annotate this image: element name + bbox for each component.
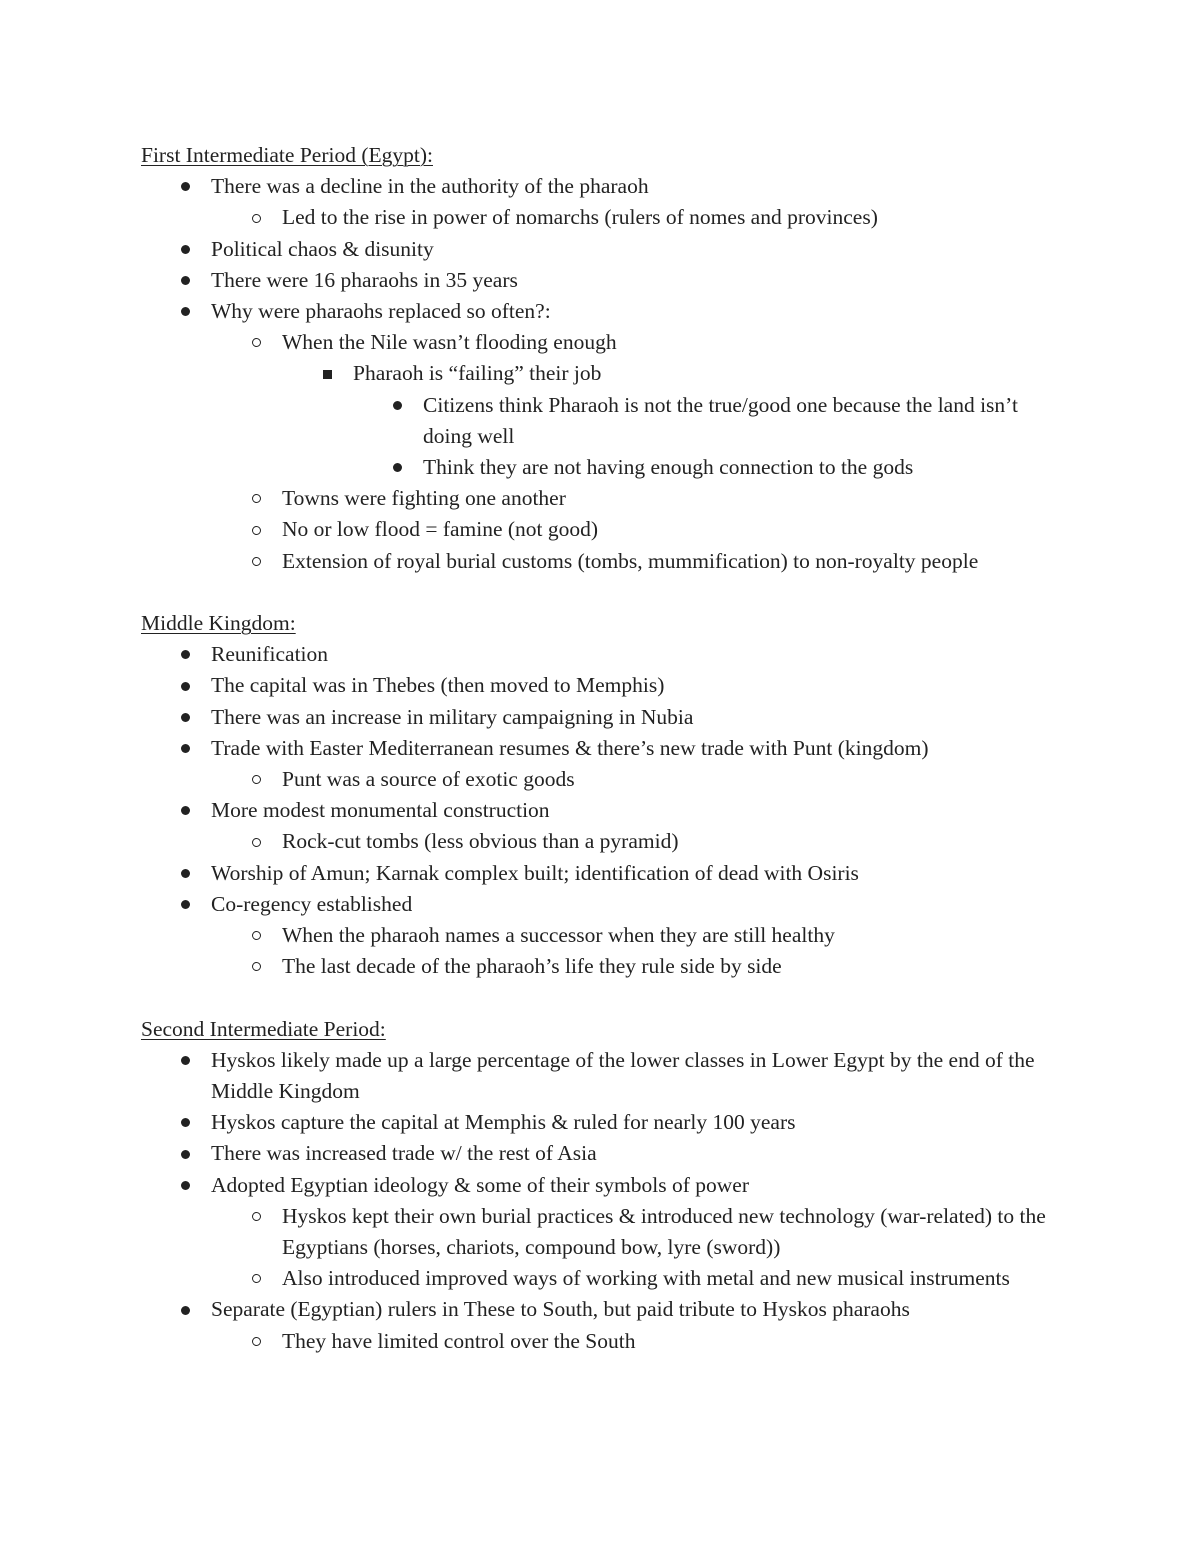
hollow-bullet-icon	[246, 920, 266, 951]
filled-bullet-icon	[175, 1294, 195, 1325]
list-item: Political chaos & disunity	[141, 234, 1071, 265]
list-item: When the pharaoh names a successor when they are still healthy	[141, 920, 1071, 951]
bullet-list	[141, 1045, 1071, 1357]
hollow-bullet-icon	[246, 951, 266, 982]
list-item: Pharaoh is “failing” their job	[141, 358, 1071, 389]
list-item: There was increased trade w/ the rest of Asia	[141, 1138, 1071, 1169]
list-item: There was an increase in military campaigning in Nubia	[141, 702, 1071, 733]
bullet-list	[141, 171, 1071, 577]
filled-bullet-icon	[175, 1045, 195, 1076]
section-first-intermediate-period	[141, 140, 1071, 577]
list-item: Hyskos kept their own burial practices & introduced new technology (war-related) to the Egyptians (horses, chariots, compound bow, lyre (sword))	[141, 1201, 1071, 1263]
list-item: There were 16 pharaohs in 35 years	[141, 265, 1071, 296]
hollow-bullet-icon	[246, 202, 266, 233]
list-item: Trade with Easter Mediterranean resumes & there’s new trade with Punt (kingdom)	[141, 733, 1071, 764]
hollow-bullet-icon	[246, 826, 266, 857]
hollow-bullet-icon	[246, 1326, 266, 1357]
hollow-bullet-icon	[246, 764, 266, 795]
list-item: The capital was in Thebes (then moved to Memphis)	[141, 670, 1071, 701]
list-item: Separate (Egyptian) rulers in These to South, but paid tribute to Hyskos pharaohs	[141, 1294, 1071, 1325]
hollow-bullet-icon	[246, 483, 266, 514]
list-item: Towns were fighting one another	[141, 483, 1071, 514]
list-item: Hyskos capture the capital at Memphis & ruled for nearly 100 years	[141, 1107, 1071, 1138]
filled-bullet-icon	[175, 858, 195, 889]
filled-bullet-icon	[175, 1138, 195, 1169]
bullet-list	[141, 639, 1071, 982]
list-item: Reunification	[141, 639, 1071, 670]
list-item: No or low flood = famine (not good)	[141, 514, 1071, 545]
filled-bullet-icon	[175, 795, 195, 826]
hollow-bullet-icon	[246, 546, 266, 577]
filled-bullet-icon	[387, 390, 407, 421]
filled-bullet-icon	[175, 171, 195, 202]
list-item: Also introduced improved ways of working with metal and new musical instruments	[141, 1263, 1071, 1294]
hollow-bullet-icon	[246, 514, 266, 545]
list-item: There was a decline in the authority of the pharaoh	[141, 171, 1071, 202]
section-heading: Second Intermediate Period:	[141, 1016, 386, 1041]
filled-bullet-icon	[175, 702, 195, 733]
list-item: The last decade of the pharaoh’s life they rule side by side	[141, 951, 1071, 982]
hollow-bullet-icon	[246, 1201, 266, 1232]
list-item: Hyskos likely made up a large percentage of the lower classes in Lower Egypt by the end of the Middle Kingdom	[141, 1045, 1071, 1107]
section-heading: First Intermediate Period (Egypt):	[141, 143, 433, 167]
section-heading: Middle Kingdom:	[141, 611, 296, 636]
filled-bullet-icon	[175, 639, 195, 670]
list-item: Punt was a source of exotic goods	[141, 764, 1071, 795]
list-item: They have limited control over the South	[141, 1326, 1071, 1357]
filled-bullet-icon	[175, 733, 195, 764]
square-bullet-icon	[317, 358, 337, 389]
section-middle-kingdom	[141, 608, 1071, 982]
list-item: Extension of royal burial customs (tombs, mummification) to non-royalty people	[141, 546, 1071, 577]
list-item: Led to the rise in power of nomarchs (rulers of nomes and provinces)	[141, 202, 1071, 233]
list-item: Co-regency established	[141, 889, 1071, 920]
list-item: Rock-cut tombs (less obvious than a pyramid)	[141, 826, 1071, 857]
filled-bullet-icon	[175, 296, 195, 327]
filled-bullet-icon	[175, 265, 195, 296]
filled-bullet-icon	[387, 452, 407, 483]
document-page	[141, 140, 1071, 1388]
filled-bullet-icon	[175, 670, 195, 701]
filled-bullet-icon	[175, 1170, 195, 1201]
filled-bullet-icon	[175, 1107, 195, 1138]
list-item: When the Nile wasn’t flooding enough	[141, 327, 1071, 358]
list-item: Think they are not having enough connection to the gods	[141, 452, 1071, 483]
list-item: Adopted Egyptian ideology & some of their symbols of power	[141, 1170, 1071, 1201]
list-item: Why were pharaohs replaced so often?:	[141, 296, 1071, 327]
filled-bullet-icon	[175, 889, 195, 920]
list-item: Worship of Amun; Karnak complex built; identification of dead with Osiris	[141, 858, 1071, 889]
hollow-bullet-icon	[246, 1263, 266, 1294]
section-second-intermediate-period	[141, 1014, 1071, 1357]
hollow-bullet-icon	[246, 327, 266, 358]
list-item: Citizens think Pharaoh is not the true/good one because the land isn’t doing well	[141, 390, 1071, 452]
filled-bullet-icon	[175, 234, 195, 265]
list-item: More modest monumental construction	[141, 795, 1071, 826]
